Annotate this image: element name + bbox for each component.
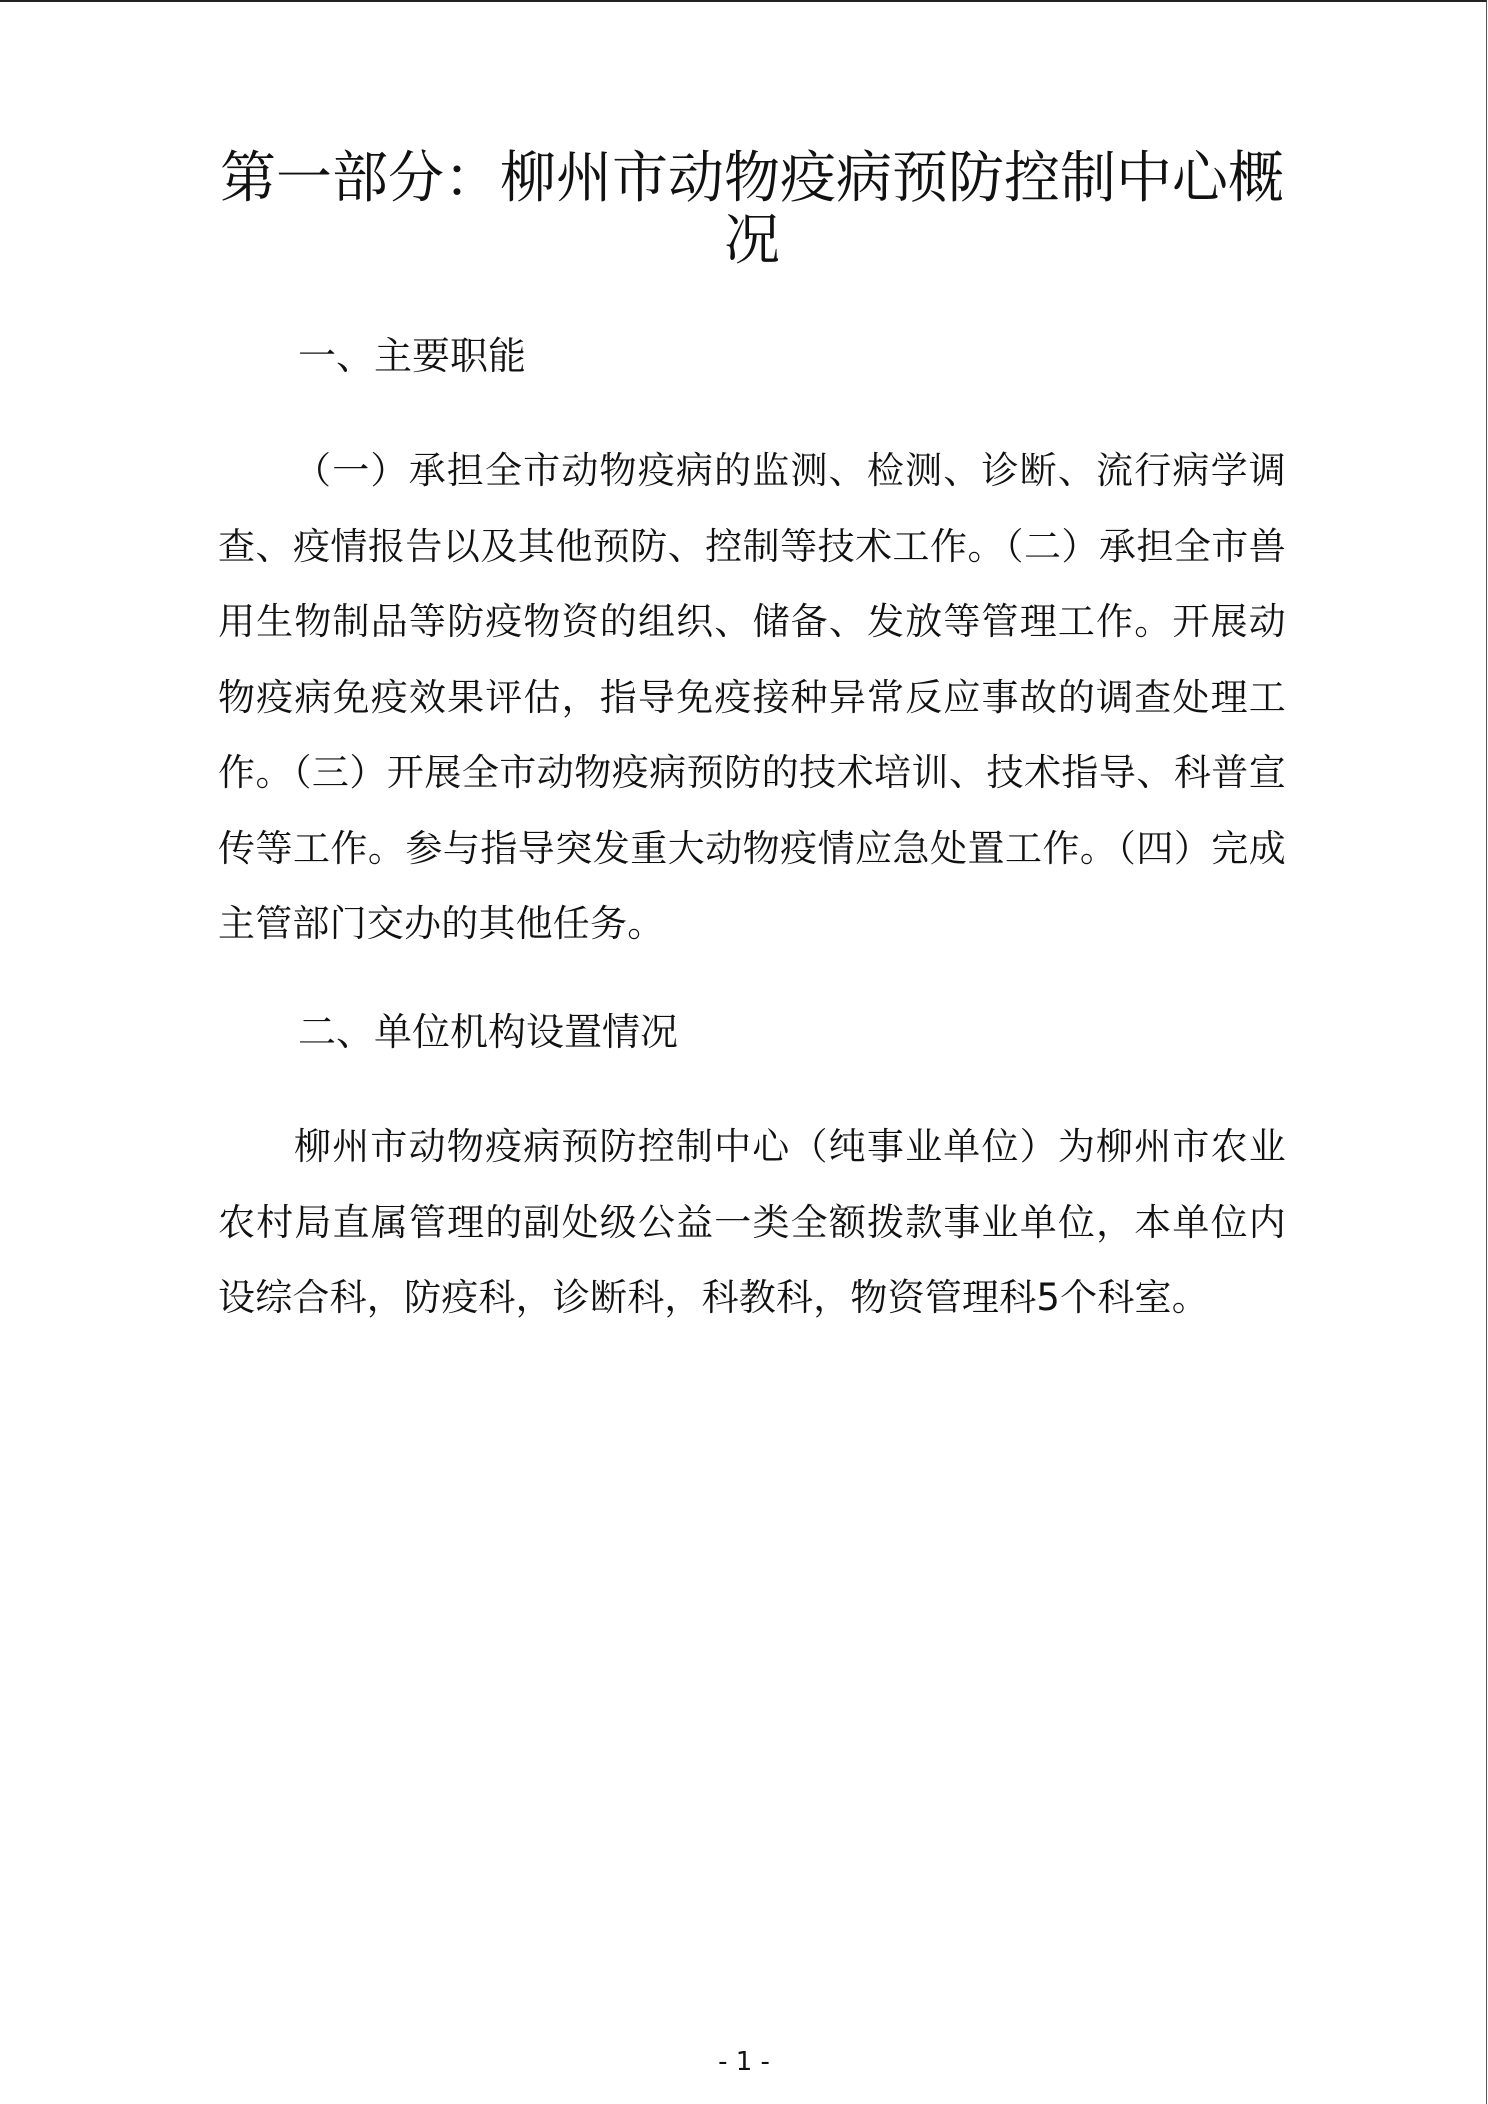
- page-number: - 1 -: [718, 2047, 770, 2077]
- section-paragraph-main-functions: （一）承担全市动物疫病的监测、检测、诊断、流行病学调查、疫情报告以及其他预防、控制等技术工作。（二）承担全市兽用生物制品等防疫物资的组织、储备、发放等管理工作。开展动物疫病免疫效果评估，指导免疫接种异常反应事故的调查处理工作。（三）开展全市动物疫病预防的技术培训、技术指导、科普宣传等工作。参与指导突发重大动物疫情应急处置工作。（四）完成主管部门交办的其他任务。: [218, 449, 1286, 945]
- section-heading-main-functions: 一、主要职能: [298, 334, 527, 378]
- section-paragraph-organization: 柳州市动物疫病预防控制中心（纯事业单位）为柳州市农业农村局直属管理的副处级公益一类全额拨款事业单位，本单位内设综合科，防疫科，诊断科，科教科，物资管理科5个科室。: [218, 1125, 1286, 1319]
- page-title: 第一部分：柳州市动物疫病预防控制中心概况: [220, 146, 1284, 273]
- section-heading-organization: 二、单位机构设置情况: [298, 1010, 679, 1054]
